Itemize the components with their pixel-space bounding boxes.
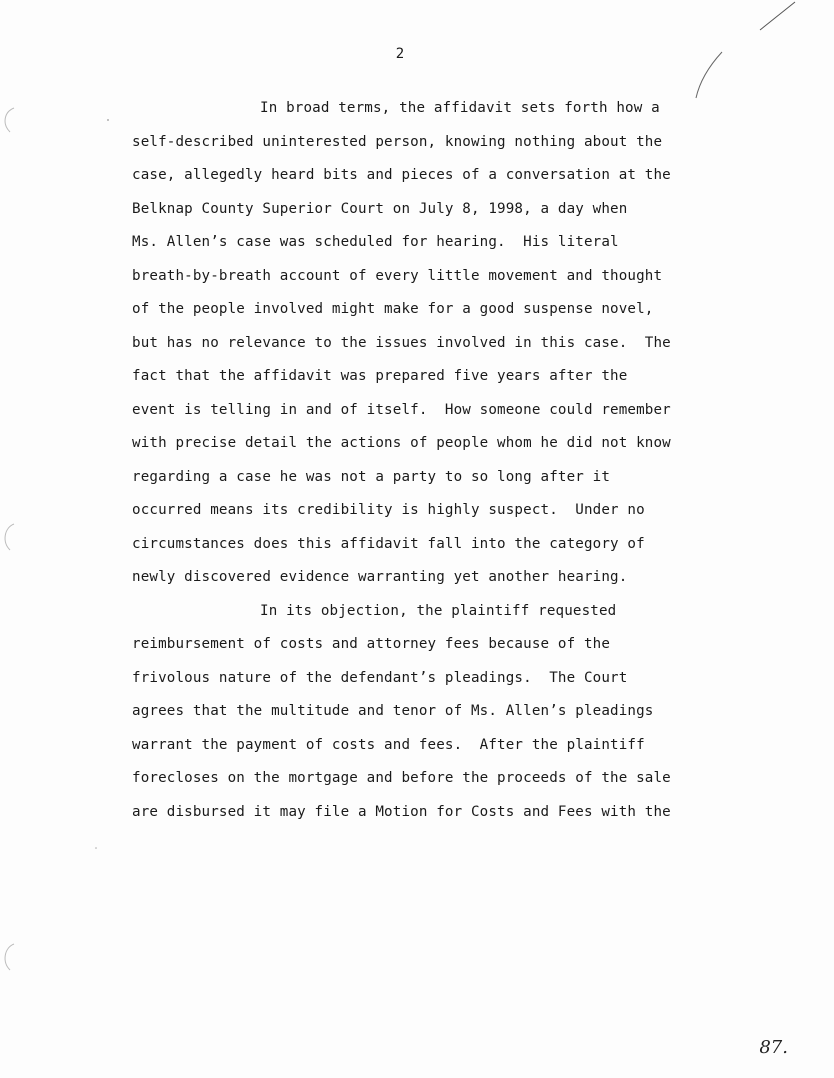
text-line: newly discovered evidence warranting yet another hearing.	[132, 569, 628, 585]
text-line: occurred means its credibility is highly suspect. Under no	[132, 502, 645, 518]
text-line: self-described uninterested person, knowing nothing about the	[132, 133, 663, 150]
body-text	[132, 92, 752, 829]
text-line: In its objection, the plaintiff requested	[260, 602, 617, 619]
text-line: agrees that the multitude and tenor of Ms. Allen’s pleadings	[132, 703, 654, 719]
page-number: 2	[395, 46, 405, 62]
text-line: In broad terms, the affidavit sets forth how a	[260, 100, 660, 116]
text-line: circumstances does this affidavit fall into the category of	[132, 535, 645, 552]
text-line: breath-by-breath account of every little movement and thought	[132, 267, 663, 284]
paragraph	[132, 92, 752, 595]
paragraph	[132, 595, 752, 830]
text-line: fact that the affidavit was prepared five years after the	[132, 368, 628, 384]
text-line: with precise detail the actions of people whom he did not know	[132, 435, 671, 451]
text-line: are disbursed it may file a Motion for Costs and Fees with the	[132, 803, 671, 820]
text-line: case, allegedly heard bits and pieces of a conversation at the	[132, 167, 671, 183]
text-line: forecloses on the mortgage and before the proceeds of the sale	[132, 770, 671, 786]
text-line: event is telling in and of itself. How someone could remember	[132, 401, 671, 418]
text-line: regarding a case he was not a party to so long after it	[132, 468, 611, 485]
text-line: frivolous nature of the defendant’s pleadings. The Court	[132, 669, 628, 686]
text-line: but has no relevance to the issues involved in this case. The	[132, 334, 671, 351]
text-line: of the people involved might make for a good suspense novel,	[132, 301, 654, 317]
text-line: reimbursement of costs and attorney fees because of the	[132, 636, 611, 652]
text-line: Belknap County Superior Court on July 8, 1998, a day when	[132, 200, 628, 217]
text-line: Ms. Allen’s case was scheduled for hearing. His literal	[132, 234, 619, 250]
handwritten-page-stamp: 87.	[759, 1037, 788, 1058]
text-line: warrant the payment of costs and fees. After the plaintiff	[132, 736, 645, 753]
